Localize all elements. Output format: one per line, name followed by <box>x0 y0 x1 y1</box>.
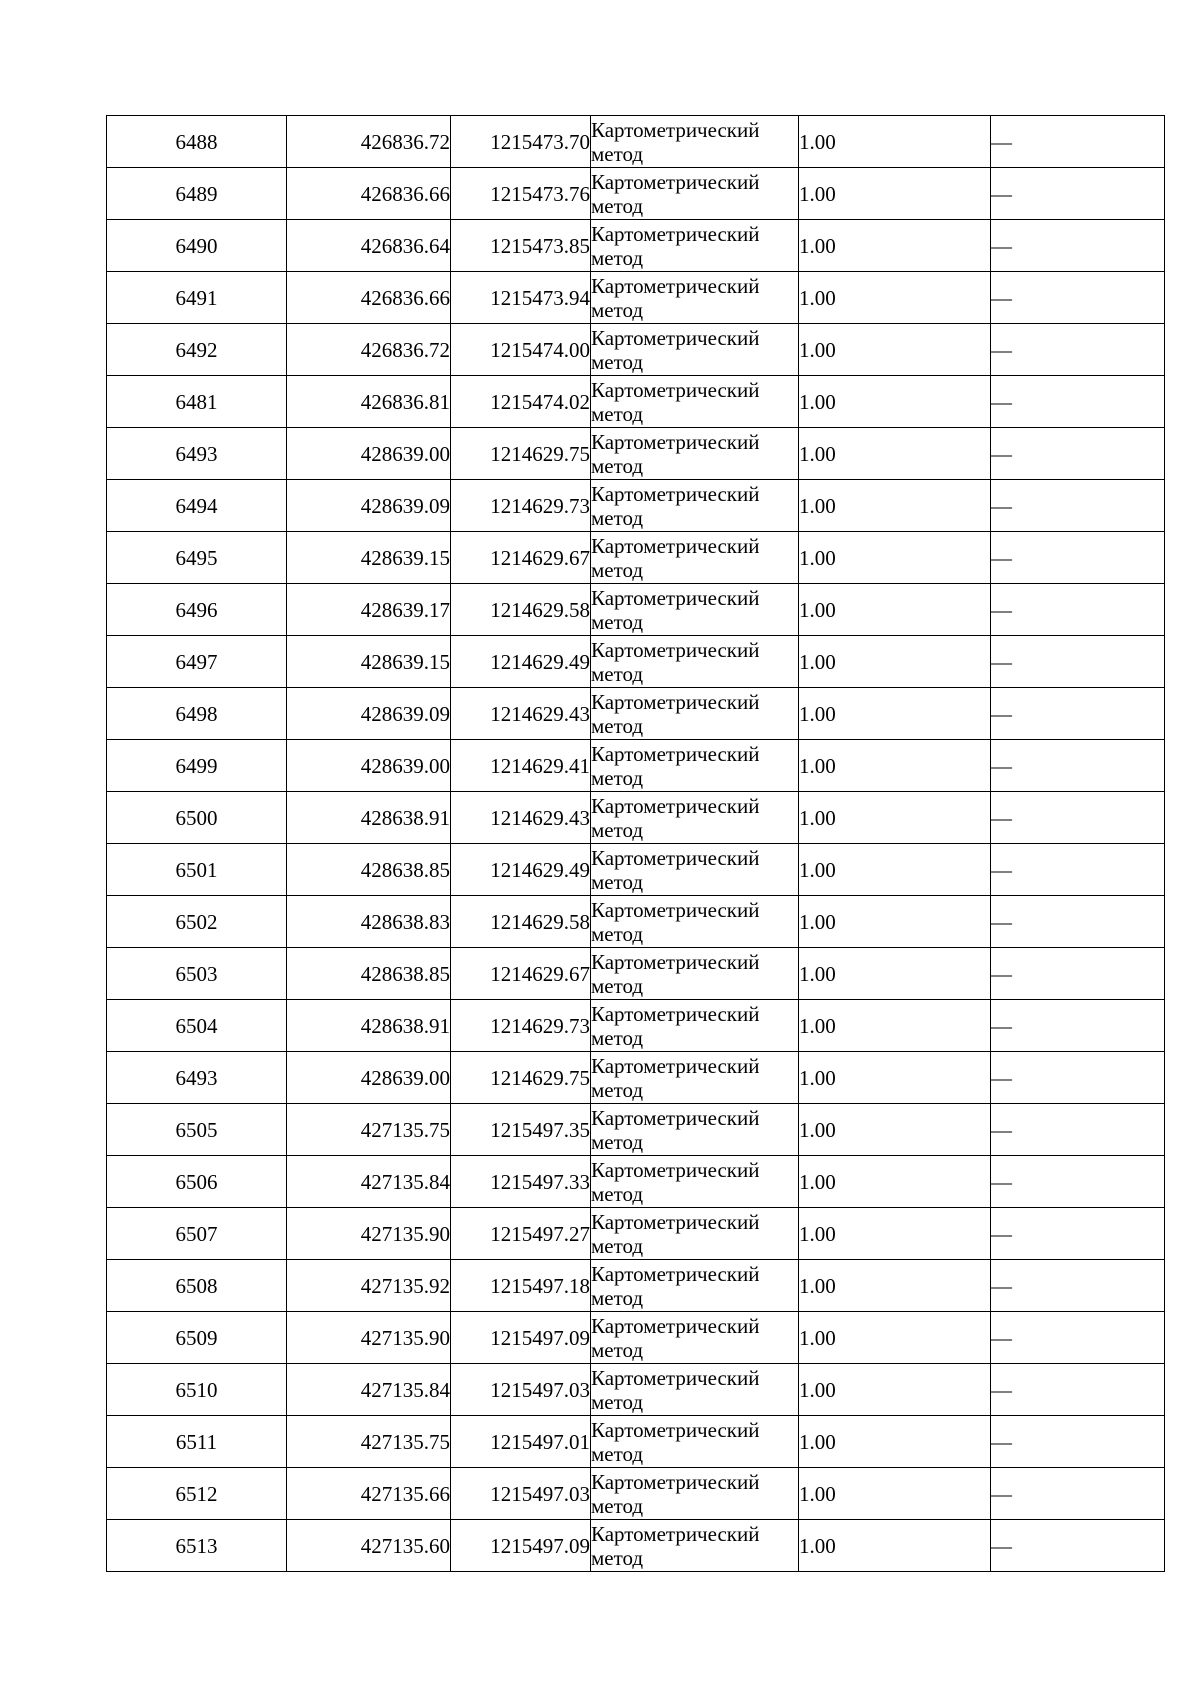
x-coordinate-cell: 427135.90 <box>287 1312 451 1364</box>
table-row <box>107 1104 1165 1156</box>
accuracy-cell: 1.00 <box>799 1468 991 1520</box>
method-cell: Картометрический метод <box>591 844 799 896</box>
y-coordinate-cell: 1215497.09 <box>451 1312 591 1364</box>
method-cell: Картометрический метод <box>591 376 799 428</box>
point-number-cell: 6481 <box>107 376 287 428</box>
table-row <box>107 1520 1165 1572</box>
note-cell: — <box>991 1312 1165 1364</box>
note-cell: — <box>991 532 1165 584</box>
y-coordinate-cell: 1214629.75 <box>451 1052 591 1104</box>
x-coordinate-cell: 427135.84 <box>287 1364 451 1416</box>
x-coordinate-cell: 426836.72 <box>287 324 451 376</box>
note-cell: — <box>991 1000 1165 1052</box>
note-cell: — <box>991 844 1165 896</box>
y-coordinate-cell: 1215474.02 <box>451 376 591 428</box>
table-row <box>107 428 1165 480</box>
point-number-cell: 6508 <box>107 1260 287 1312</box>
coordinates-table-body <box>107 116 1165 1572</box>
note-cell: — <box>991 688 1165 740</box>
table-row <box>107 220 1165 272</box>
note-cell: — <box>991 168 1165 220</box>
table-row <box>107 116 1165 168</box>
accuracy-cell: 1.00 <box>799 948 991 1000</box>
accuracy-cell: 1.00 <box>799 324 991 376</box>
point-number-cell: 6501 <box>107 844 287 896</box>
table-row <box>107 1052 1165 1104</box>
method-cell: Картометрический метод <box>591 1208 799 1260</box>
point-number-cell: 6499 <box>107 740 287 792</box>
point-number-cell: 6489 <box>107 168 287 220</box>
accuracy-cell: 1.00 <box>799 480 991 532</box>
y-coordinate-cell: 1215473.70 <box>451 116 591 168</box>
note-cell: — <box>991 1468 1165 1520</box>
table-row <box>107 740 1165 792</box>
method-cell: Картометрический метод <box>591 896 799 948</box>
point-number-cell: 6496 <box>107 584 287 636</box>
note-cell: — <box>991 480 1165 532</box>
x-coordinate-cell: 427135.84 <box>287 1156 451 1208</box>
note-cell: — <box>991 1156 1165 1208</box>
table-row <box>107 532 1165 584</box>
note-cell: — <box>991 428 1165 480</box>
accuracy-cell: 1.00 <box>799 116 991 168</box>
note-cell: — <box>991 636 1165 688</box>
x-coordinate-cell: 428639.00 <box>287 740 451 792</box>
y-coordinate-cell: 1214629.58 <box>451 584 591 636</box>
method-cell: Картометрический метод <box>591 948 799 1000</box>
point-number-cell: 6510 <box>107 1364 287 1416</box>
accuracy-cell: 1.00 <box>799 220 991 272</box>
accuracy-cell: 1.00 <box>799 168 991 220</box>
x-coordinate-cell: 426836.66 <box>287 168 451 220</box>
point-number-cell: 6495 <box>107 532 287 584</box>
y-coordinate-cell: 1215497.35 <box>451 1104 591 1156</box>
point-number-cell: 6493 <box>107 428 287 480</box>
table-row <box>107 1364 1165 1416</box>
table-row <box>107 272 1165 324</box>
x-coordinate-cell: 426836.66 <box>287 272 451 324</box>
note-cell: — <box>991 1364 1165 1416</box>
accuracy-cell: 1.00 <box>799 1208 991 1260</box>
note-cell: — <box>991 740 1165 792</box>
note-cell: — <box>991 948 1165 1000</box>
x-coordinate-cell: 426836.64 <box>287 220 451 272</box>
point-number-cell: 6511 <box>107 1416 287 1468</box>
coordinates-table <box>106 115 1165 1572</box>
point-number-cell: 6512 <box>107 1468 287 1520</box>
accuracy-cell: 1.00 <box>799 896 991 948</box>
note-cell: — <box>991 324 1165 376</box>
point-number-cell: 6494 <box>107 480 287 532</box>
accuracy-cell: 1.00 <box>799 792 991 844</box>
method-cell: Картометрический метод <box>591 480 799 532</box>
table-row <box>107 688 1165 740</box>
y-coordinate-cell: 1214629.67 <box>451 532 591 584</box>
accuracy-cell: 1.00 <box>799 1052 991 1104</box>
note-cell: — <box>991 1052 1165 1104</box>
point-number-cell: 6491 <box>107 272 287 324</box>
y-coordinate-cell: 1214629.73 <box>451 1000 591 1052</box>
x-coordinate-cell: 428638.83 <box>287 896 451 948</box>
y-coordinate-cell: 1214629.58 <box>451 896 591 948</box>
point-number-cell: 6498 <box>107 688 287 740</box>
point-number-cell: 6502 <box>107 896 287 948</box>
note-cell: — <box>991 792 1165 844</box>
table-row <box>107 584 1165 636</box>
x-coordinate-cell: 428639.00 <box>287 1052 451 1104</box>
point-number-cell: 6506 <box>107 1156 287 1208</box>
method-cell: Картометрический метод <box>591 532 799 584</box>
method-cell: Картометрический метод <box>591 740 799 792</box>
y-coordinate-cell: 1215497.01 <box>451 1416 591 1468</box>
y-coordinate-cell: 1215497.18 <box>451 1260 591 1312</box>
table-row <box>107 1208 1165 1260</box>
method-cell: Картометрический метод <box>591 272 799 324</box>
y-coordinate-cell: 1214629.43 <box>451 792 591 844</box>
accuracy-cell: 1.00 <box>799 1416 991 1468</box>
table-row <box>107 1000 1165 1052</box>
y-coordinate-cell: 1215497.27 <box>451 1208 591 1260</box>
accuracy-cell: 1.00 <box>799 1260 991 1312</box>
method-cell: Картометрический метод <box>591 688 799 740</box>
method-cell: Картометрический метод <box>591 1260 799 1312</box>
point-number-cell: 6513 <box>107 1520 287 1572</box>
note-cell: — <box>991 896 1165 948</box>
table-row <box>107 896 1165 948</box>
method-cell: Картометрический метод <box>591 1416 799 1468</box>
point-number-cell: 6500 <box>107 792 287 844</box>
method-cell: Картометрический метод <box>591 1156 799 1208</box>
note-cell: — <box>991 1416 1165 1468</box>
y-coordinate-cell: 1214629.49 <box>451 636 591 688</box>
y-coordinate-cell: 1214629.49 <box>451 844 591 896</box>
accuracy-cell: 1.00 <box>799 532 991 584</box>
x-coordinate-cell: 427135.60 <box>287 1520 451 1572</box>
x-coordinate-cell: 427135.66 <box>287 1468 451 1520</box>
x-coordinate-cell: 428639.15 <box>287 636 451 688</box>
point-number-cell: 6493 <box>107 1052 287 1104</box>
accuracy-cell: 1.00 <box>799 272 991 324</box>
method-cell: Картометрический метод <box>591 324 799 376</box>
method-cell: Картометрический метод <box>591 1000 799 1052</box>
method-cell: Картометрический метод <box>591 168 799 220</box>
table-row <box>107 168 1165 220</box>
y-coordinate-cell: 1215497.03 <box>451 1468 591 1520</box>
point-number-cell: 6503 <box>107 948 287 1000</box>
table-row <box>107 1312 1165 1364</box>
note-cell: — <box>991 116 1165 168</box>
point-number-cell: 6497 <box>107 636 287 688</box>
note-cell: — <box>991 220 1165 272</box>
accuracy-cell: 1.00 <box>799 844 991 896</box>
accuracy-cell: 1.00 <box>799 1312 991 1364</box>
y-coordinate-cell: 1214629.67 <box>451 948 591 1000</box>
method-cell: Картометрический метод <box>591 428 799 480</box>
accuracy-cell: 1.00 <box>799 636 991 688</box>
table-row <box>107 636 1165 688</box>
table-row <box>107 1468 1165 1520</box>
y-coordinate-cell: 1214629.75 <box>451 428 591 480</box>
x-coordinate-cell: 427135.92 <box>287 1260 451 1312</box>
note-cell: — <box>991 584 1165 636</box>
method-cell: Картометрический метод <box>591 1104 799 1156</box>
table-row <box>107 1156 1165 1208</box>
x-coordinate-cell: 428639.00 <box>287 428 451 480</box>
point-number-cell: 6504 <box>107 1000 287 1052</box>
accuracy-cell: 1.00 <box>799 1104 991 1156</box>
y-coordinate-cell: 1215497.33 <box>451 1156 591 1208</box>
method-cell: Картометрический метод <box>591 1052 799 1104</box>
x-coordinate-cell: 428639.09 <box>287 480 451 532</box>
x-coordinate-cell: 428638.91 <box>287 1000 451 1052</box>
accuracy-cell: 1.00 <box>799 1000 991 1052</box>
x-coordinate-cell: 428638.85 <box>287 948 451 1000</box>
note-cell: — <box>991 1520 1165 1572</box>
table-row <box>107 376 1165 428</box>
method-cell: Картометрический метод <box>591 220 799 272</box>
note-cell: — <box>991 376 1165 428</box>
note-cell: — <box>991 1104 1165 1156</box>
accuracy-cell: 1.00 <box>799 1156 991 1208</box>
x-coordinate-cell: 427135.90 <box>287 1208 451 1260</box>
method-cell: Картометрический метод <box>591 1312 799 1364</box>
x-coordinate-cell: 427135.75 <box>287 1416 451 1468</box>
x-coordinate-cell: 428638.85 <box>287 844 451 896</box>
table-row <box>107 792 1165 844</box>
accuracy-cell: 1.00 <box>799 1364 991 1416</box>
table-row <box>107 948 1165 1000</box>
y-coordinate-cell: 1215497.09 <box>451 1520 591 1572</box>
point-number-cell: 6509 <box>107 1312 287 1364</box>
y-coordinate-cell: 1214629.73 <box>451 480 591 532</box>
y-coordinate-cell: 1215473.76 <box>451 168 591 220</box>
method-cell: Картометрический метод <box>591 1520 799 1572</box>
accuracy-cell: 1.00 <box>799 428 991 480</box>
method-cell: Картометрический метод <box>591 116 799 168</box>
note-cell: — <box>991 272 1165 324</box>
accuracy-cell: 1.00 <box>799 584 991 636</box>
point-number-cell: 6505 <box>107 1104 287 1156</box>
y-coordinate-cell: 1214629.43 <box>451 688 591 740</box>
x-coordinate-cell: 428639.15 <box>287 532 451 584</box>
table-row <box>107 1416 1165 1468</box>
y-coordinate-cell: 1215473.94 <box>451 272 591 324</box>
table-row <box>107 844 1165 896</box>
y-coordinate-cell: 1214629.41 <box>451 740 591 792</box>
table-row <box>107 1260 1165 1312</box>
x-coordinate-cell: 428639.17 <box>287 584 451 636</box>
x-coordinate-cell: 427135.75 <box>287 1104 451 1156</box>
method-cell: Картометрический метод <box>591 636 799 688</box>
method-cell: Картометрический метод <box>591 584 799 636</box>
point-number-cell: 6507 <box>107 1208 287 1260</box>
accuracy-cell: 1.00 <box>799 740 991 792</box>
note-cell: — <box>991 1208 1165 1260</box>
table-row <box>107 480 1165 532</box>
point-number-cell: 6492 <box>107 324 287 376</box>
y-coordinate-cell: 1215474.00 <box>451 324 591 376</box>
accuracy-cell: 1.00 <box>799 688 991 740</box>
method-cell: Картометрический метод <box>591 1364 799 1416</box>
y-coordinate-cell: 1215473.85 <box>451 220 591 272</box>
method-cell: Картометрический метод <box>591 792 799 844</box>
accuracy-cell: 1.00 <box>799 376 991 428</box>
point-number-cell: 6488 <box>107 116 287 168</box>
method-cell: Картометрический метод <box>591 1468 799 1520</box>
x-coordinate-cell: 426836.81 <box>287 376 451 428</box>
x-coordinate-cell: 428639.09 <box>287 688 451 740</box>
note-cell: — <box>991 1260 1165 1312</box>
x-coordinate-cell: 426836.72 <box>287 116 451 168</box>
y-coordinate-cell: 1215497.03 <box>451 1364 591 1416</box>
accuracy-cell: 1.00 <box>799 1520 991 1572</box>
table-row <box>107 324 1165 376</box>
point-number-cell: 6490 <box>107 220 287 272</box>
x-coordinate-cell: 428638.91 <box>287 792 451 844</box>
